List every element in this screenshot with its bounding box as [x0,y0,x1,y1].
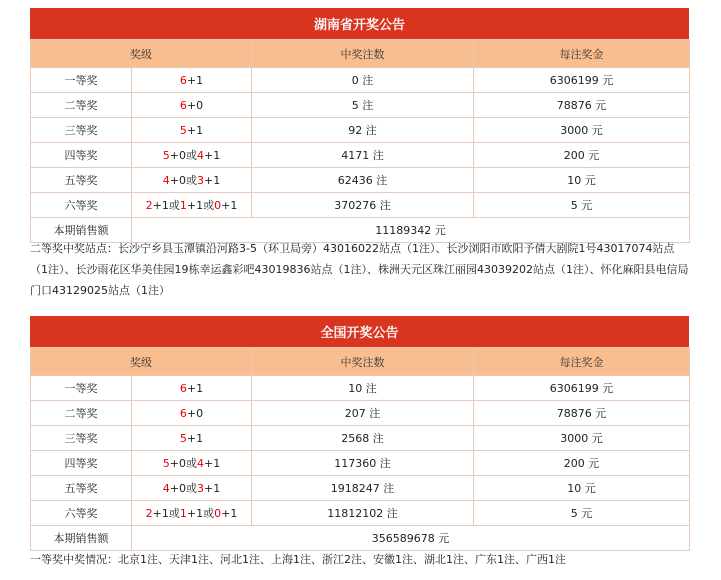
section-title: 全国开奖公告 [30,316,689,347]
winner-count-cell: 1918247 注 [252,476,474,501]
table-row [31,426,690,451]
combo-cell [132,143,252,168]
winner-count-cell: 10 注 [252,376,474,401]
prize-amount-cell: 5 元 [474,193,690,218]
winner-count-cell: 370276 注 [252,193,474,218]
combo-text: +1 [204,174,221,187]
ball-count: 6 [179,98,187,112]
prize-level-cell: 三等奖 [31,426,132,451]
prize-level-cell: 五等奖 [31,476,132,501]
prize-table [30,39,690,243]
header-prize: 每注奖金 [474,348,690,376]
winner-count-cell: 2568 注 [252,426,474,451]
combo-cell [132,376,252,401]
header-count: 中奖注数 [252,40,474,68]
section-title: 湖南省开奖公告 [30,8,689,39]
prize-level-cell: 一等奖 [31,376,132,401]
ball-count: 2 [145,199,153,212]
ball-count: 0 [214,507,222,520]
prize-level-cell: 三等奖 [31,118,132,143]
winner-count-cell: 62436 注 [252,168,474,193]
winner-count-cell: 117360 注 [252,451,474,476]
prize-amount-cell: 3000 元 [474,118,690,143]
prize-level-cell: 四等奖 [31,451,132,476]
winning-stations-note: 二等奖中奖站点：长沙宁乡县玉潭镇沿河路3-5（环卫局旁）43016022站点（1注）、长沙浏阳市欧阳予倩大剧院1号43017074站点（1注）、长沙雨花区华美佳园19栋幸运鑫彩吧43019836站点（1注）、株洲天元区珠江丽园43039202站点（1注）、怀化麻阳县电信局门口43129025站点（1注） [30,242,689,297]
winner-count-cell: 0 注 [252,68,474,93]
combo-cell [132,118,252,143]
prize-level-cell: 四等奖 [31,143,132,168]
prize-amount-cell: 10 元 [474,168,690,193]
table-row [31,476,690,501]
combo-text: +1 [221,199,238,212]
table-row [31,193,690,218]
prize-amount-cell: 200 元 [474,143,690,168]
ball-count: 1 [179,199,187,212]
prize-amount-cell: 5 元 [474,501,690,526]
table-header-row [31,348,690,376]
combo-cell [132,93,252,118]
prize-amount-cell: 3000 元 [474,426,690,451]
national-announcement [30,316,689,551]
prize-amount-cell: 78876 元 [474,401,690,426]
table-row [31,401,690,426]
combo-text: +1或 [186,199,215,212]
prize-amount-cell: 78876 元 [474,93,690,118]
prize-rows [31,376,690,526]
combo-text: +1 [186,381,204,395]
combo-cell [132,193,252,218]
combo-cell [132,426,252,451]
winner-count-cell: 92 注 [252,118,474,143]
combo-text: +0 [186,98,204,112]
ball-count: 4 [197,149,204,162]
header-level: 奖级 [31,348,252,376]
combo-text: +1 [186,73,204,87]
ball-count: 5 [179,431,187,445]
ball-count: 6 [179,381,187,395]
combo-text: +1 [221,507,238,520]
table-row [31,376,690,401]
combo-cell [132,451,252,476]
winner-count-cell: 11812102 注 [252,501,474,526]
prize-table [30,347,690,551]
ball-count: 4 [162,174,170,187]
combo-cell [132,476,252,501]
table-row [31,168,690,193]
prize-level-cell: 五等奖 [31,168,132,193]
prize-amount-cell: 200 元 [474,451,690,476]
ball-count: 6 [179,73,187,87]
table-row [31,501,690,526]
combo-text: +1 [204,482,221,495]
combo-text: +0或 [169,482,197,495]
combo-text: +1 [186,431,204,445]
ball-count: 5 [162,149,170,162]
ball-count: 6 [179,406,187,420]
prize-amount-cell: 6306199 元 [474,68,690,93]
header-prize: 每注奖金 [474,40,690,68]
combo-text: +1 [204,457,221,470]
prize-level-cell: 六等奖 [31,501,132,526]
combo-text: +1 [186,123,204,137]
sales-row [31,526,690,551]
ball-count: 1 [179,507,187,520]
first-prize-distribution-note: 一等奖中奖情况：北京1注、天津1注、河北1注、上海1注、浙江2注、安徽1注、湖北1注、广东1注、广西1注 [30,553,566,566]
header-count: 中奖注数 [252,348,474,376]
ball-count: 0 [214,199,222,212]
sales-value: 356589678 元 [132,526,690,551]
table-row [31,118,690,143]
table-header-row [31,40,690,68]
ball-count: 2 [145,507,153,520]
table-row [31,451,690,476]
combo-text: +0或 [169,174,197,187]
ball-count: 5 [162,457,170,470]
winner-count-cell: 207 注 [252,401,474,426]
hunan-announcement [30,8,689,243]
prize-level-cell: 二等奖 [31,401,132,426]
combo-cell [132,168,252,193]
combo-cell [132,501,252,526]
table-row [31,143,690,168]
ball-count: 4 [197,457,204,470]
combo-text: +1或 [152,199,180,212]
table-row [31,93,690,118]
prize-level-cell: 一等奖 [31,68,132,93]
header-level: 奖级 [31,40,252,68]
combo-text: +0或 [169,149,197,162]
combo-cell [132,68,252,93]
prize-level-cell: 六等奖 [31,193,132,218]
prize-amount-cell: 6306199 元 [474,376,690,401]
winner-count-cell: 4171 注 [252,143,474,168]
ball-count: 3 [197,174,204,187]
combo-cell [132,401,252,426]
sales-label: 本期销售额 [31,218,132,243]
combo-text: +1或 [152,507,180,520]
prize-amount-cell: 10 元 [474,476,690,501]
sales-value: 11189342 元 [132,218,690,243]
winner-count-cell: 5 注 [252,93,474,118]
sales-label: 本期销售额 [31,526,132,551]
combo-text: +1 [204,149,221,162]
ball-count: 3 [197,482,204,495]
ball-count: 4 [162,482,170,495]
ball-count: 5 [179,123,187,137]
combo-text: +0 [186,406,204,420]
combo-text: +1或 [186,507,215,520]
prize-level-cell: 二等奖 [31,93,132,118]
combo-text: +0或 [169,457,197,470]
table-row [31,68,690,93]
prize-rows [31,68,690,218]
